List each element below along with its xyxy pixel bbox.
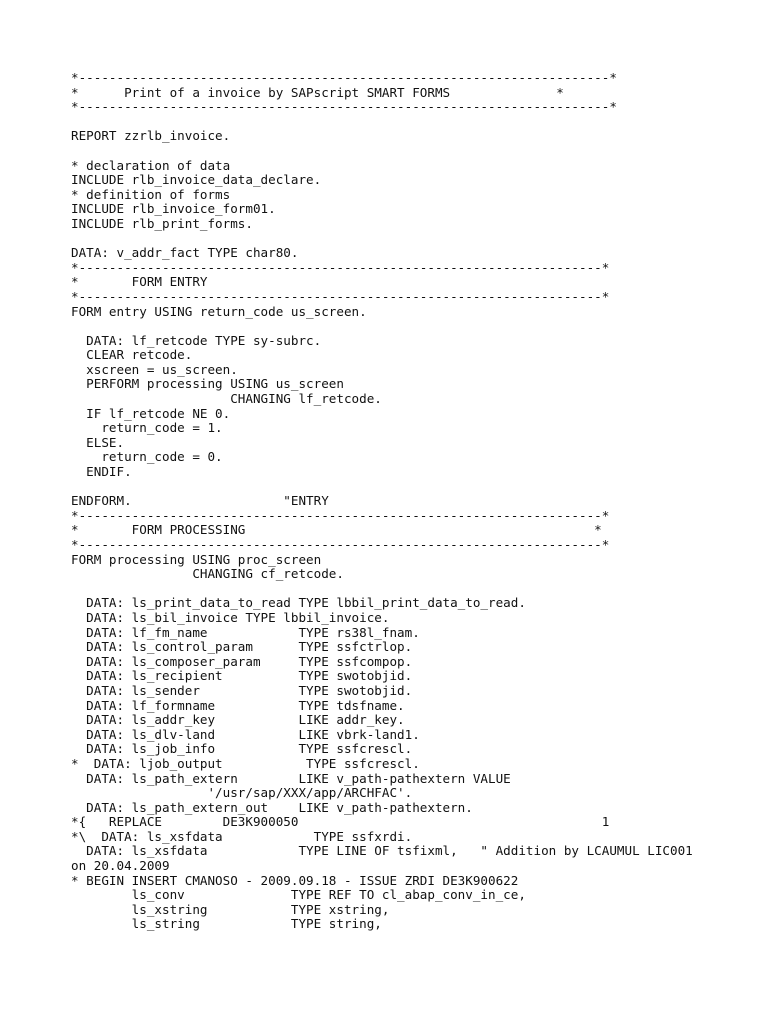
code-line: *---------------------------------------------------------------------* [71, 537, 610, 552]
code-line: CHANGING lf_retcode. [71, 391, 382, 407]
code-line: *\ DATA: ls_xsfdata TYPE ssfxrdi. [71, 828, 413, 844]
code-line: PERFORM processing USING us_screen [71, 376, 344, 392]
code-line: *---------------------------------------------------------------------* [71, 288, 610, 304]
code-line: IF lf_retcode NE 0. [71, 405, 231, 421]
code-line: DATA: ls_print_data_to_read TYPE lbbil_print_data_to_read. [71, 595, 526, 611]
code-line: ls_xstring TYPE xstring, [71, 901, 390, 917]
code-line: * declaration of data [71, 157, 231, 173]
code-line [71, 144, 693, 159]
code-line: ls_string TYPE string, [71, 916, 382, 932]
code-line: DATA: lf_retcode TYPE sy-subrc. [71, 332, 322, 348]
code-line: *---------------------------------------------------------------------* [71, 259, 610, 275]
code-line: * DATA: ljob_output TYPE ssfcrescl. [71, 755, 420, 771]
code-line: INCLUDE rlb_print_forms. [71, 215, 253, 231]
code-line [71, 232, 693, 247]
code-line: DATA: ls_composer_param TYPE ssfcompop. [71, 653, 413, 669]
code-line: DATA: ls_dlv-land LIKE vbrk-land1. [71, 726, 420, 742]
code-line: DATA: lf_formname TYPE tdsfname. [71, 697, 405, 713]
code-line: return_code = 1. [71, 420, 223, 436]
code-line: * Print of a invoice by SAPscript SMART FORMS * [71, 84, 564, 100]
code-line: DATA: ls_sender TYPE swotobjid. [71, 682, 413, 698]
code-line: DATA: ls_bil_invoice TYPE lbbil_invoice. [71, 609, 390, 625]
code-line: DATA: ls_path_extern LIKE v_path-pathextern VALUE [71, 770, 511, 786]
code-line: DATA: ls_recipient TYPE swotobjid. [71, 668, 413, 684]
code-line: ls_conv TYPE REF TO cl_abap_conv_in_ce, [71, 887, 526, 903]
code-line: DATA: ls_xsfdata TYPE LINE OF tsfixml, " Addition by LCAUMUL LIC001 [71, 843, 693, 859]
code-line [71, 480, 693, 495]
code-line: DATA: ls_addr_key LIKE addr_key. [71, 712, 405, 728]
code-line: CLEAR retcode. [71, 347, 193, 363]
code-line: DATA: ls_control_param TYPE ssfctrlop. [71, 639, 413, 655]
code-line: on 20.04.2009 [71, 858, 170, 874]
code-line: '/usr/sap/XXX/app/ARCHFAC'. [71, 785, 413, 801]
code-line: FORM processing USING proc_screen [71, 551, 322, 567]
code-line: *---------------------------------------------------------------------* [71, 507, 610, 523]
code-line [71, 319, 693, 334]
code-line: ENDFORM. "ENTRY [71, 493, 329, 509]
code-line: REPORT zzrlb_invoice. [71, 128, 231, 144]
code-line: FORM entry USING return_code us_screen. [71, 303, 367, 319]
code-line: INCLUDE rlb_invoice_data_declare. [71, 172, 322, 188]
code-line: *----------------------------------------------------------------------* [71, 70, 617, 85]
code-line: return_code = 0. [71, 449, 223, 465]
code-line: CHANGING cf_retcode. [71, 566, 344, 582]
code-line: DATA: lf_fm_name TYPE rs38l_fnam. [71, 624, 420, 640]
abap-source-code [71, 71, 693, 932]
code-line: DATA: ls_job_info TYPE ssfcrescl. [71, 741, 413, 757]
code-line: xscreen = us_screen. [71, 361, 238, 377]
code-line [71, 582, 693, 597]
code-line: INCLUDE rlb_invoice_form01. [71, 201, 276, 217]
code-line: * BEGIN INSERT CMANOSO - 2009.09.18 - ISSUE ZRDI DE3K900622 [71, 872, 519, 888]
code-line: DATA: v_addr_fact TYPE char80. [71, 245, 299, 261]
code-line: * definition of forms [71, 186, 231, 202]
code-line: ELSE. [71, 434, 125, 450]
code-line: DATA: ls_path_extern_out LIKE v_path-pathextern. [71, 799, 473, 815]
code-line: *----------------------------------------------------------------------* [71, 99, 617, 115]
code-line: *{ REPLACE DE3K900050 1 [71, 814, 610, 830]
code-line: * FORM PROCESSING * [71, 522, 602, 538]
code-line: ENDIF. [71, 464, 132, 480]
code-line: * FORM ENTRY [71, 274, 208, 290]
code-line [71, 115, 693, 130]
